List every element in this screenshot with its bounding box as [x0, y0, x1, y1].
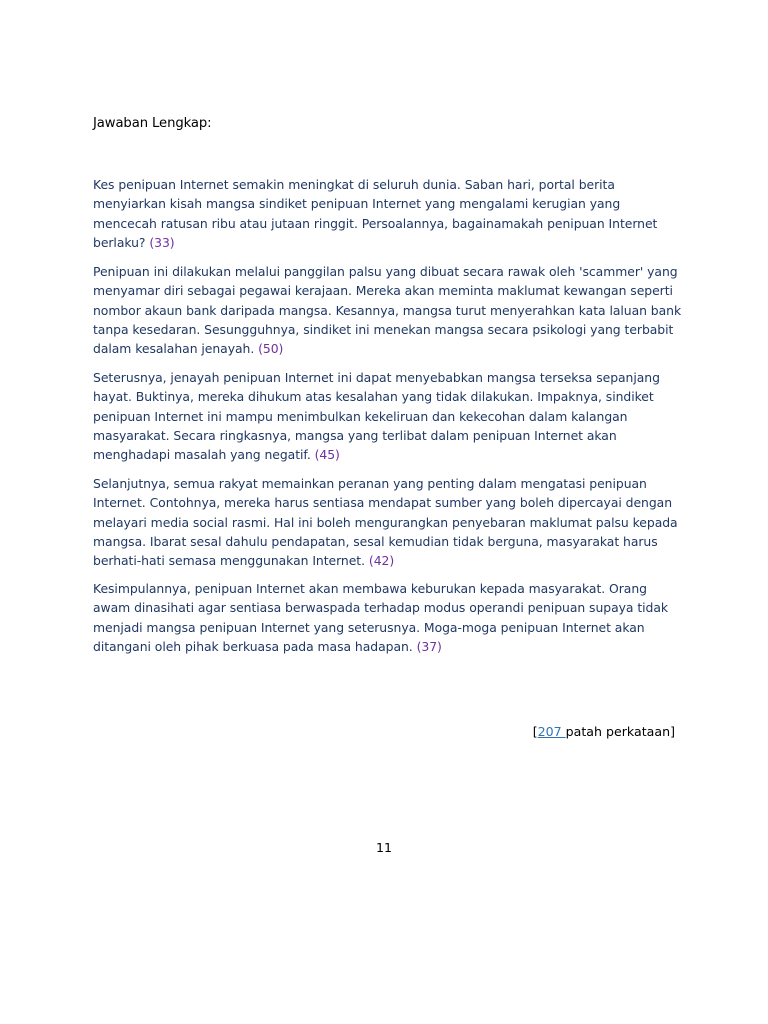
paragraph-text: Kesimpulannya, penipuan Internet akan membawa keburukan kepada masyarakat. Orang awam dinasihati agar sentiasa berwaspada terhadap modus operandi penipuan supaya tidak menjadi mangsa penipuan Internet yang seterusnya. Moga-moga penipuan Internet akan ditangani oleh pihak berkuasa pada masa hadapan. [93, 581, 669, 654]
total-open-bracket: [ [532, 724, 538, 739]
paragraph-conclusion [93, 579, 683, 656]
paragraph-text: Penipuan ini dilakukan melalui panggilan palsu yang dibuat secara rawak oleh 'scammer' yang menyamar diri sebagai pegawai kerajaan. Mereka akan meminta maklumat kewangan seperti nombor akaun bank daripada mangsa. Kesannya, mangsa turut menyerahkan kata laluan bank tanpa kesedaran. Sesungguhnya, sindiket ini menekan mangsa secara psikologi yang terbabit dalam kesalahan jenayah. [93, 264, 682, 357]
word-count-label: (33) [149, 234, 175, 250]
word-count-label: (42) [368, 553, 395, 569]
word-count-label: (37) [416, 638, 442, 654]
page-number: 11 [375, 840, 393, 855]
word-count-label: (45) [314, 447, 340, 463]
answer-heading: Jawaban Lengkap: [93, 116, 212, 131]
word-count-label: (50) [258, 341, 284, 357]
paragraph-introduction [93, 175, 683, 252]
paragraph-text: Kes penipuan Internet semakin meningkat di seluruh dunia. Saban hari, portal berita menyiarkan kisah mangsa sindiket penipuan Internet yang mengalami kerugian yang mencecah ratusan ribu atau jutaan ringgit. Persoalannya, bagainamakah penipuan Internet berlaku? [93, 177, 658, 250]
paragraph-body-2 [93, 368, 683, 464]
total-word-number: 207 [537, 724, 566, 739]
paragraph-body-3 [93, 474, 683, 570]
total-word-count [93, 724, 675, 739]
paragraph-body-1 [93, 262, 683, 358]
paragraph-text: Seterusnya, jenayah penipuan Internet ini dapat menyebabkan mangsa terseksa sepanjang hayat. Buktinya, mereka dihukum atas kesalahan yang tidak dilakukan. Impaknya, sindiket penipuan Internet ini mampu menimbulkan kekeliruan dan kekecohan dalam kalangan masyarakat. Secara ringkasnya, mangsa yang terlibat dalam penipuan Internet akan menghadapi masalah yang negatif. [93, 370, 660, 463]
total-word-label: patah perkataan] [565, 724, 675, 739]
paragraph-text: Selanjutnya, semua rakyat memainkan peranan yang penting dalam mengatasi penipuan Internet. Contohnya, mereka harus sentiasa mendapat sumber yang boleh dipercayai dengan melayari media social rasmi. Hal ini boleh mengurangkan penyebaran maklumat palsu kepada mangsa. Ibarat sesal dahulu pendapatan, sesal kemudian tidak berguna, masyarakat harus berhati-hati semasa menggunakan Internet. [93, 476, 678, 569]
